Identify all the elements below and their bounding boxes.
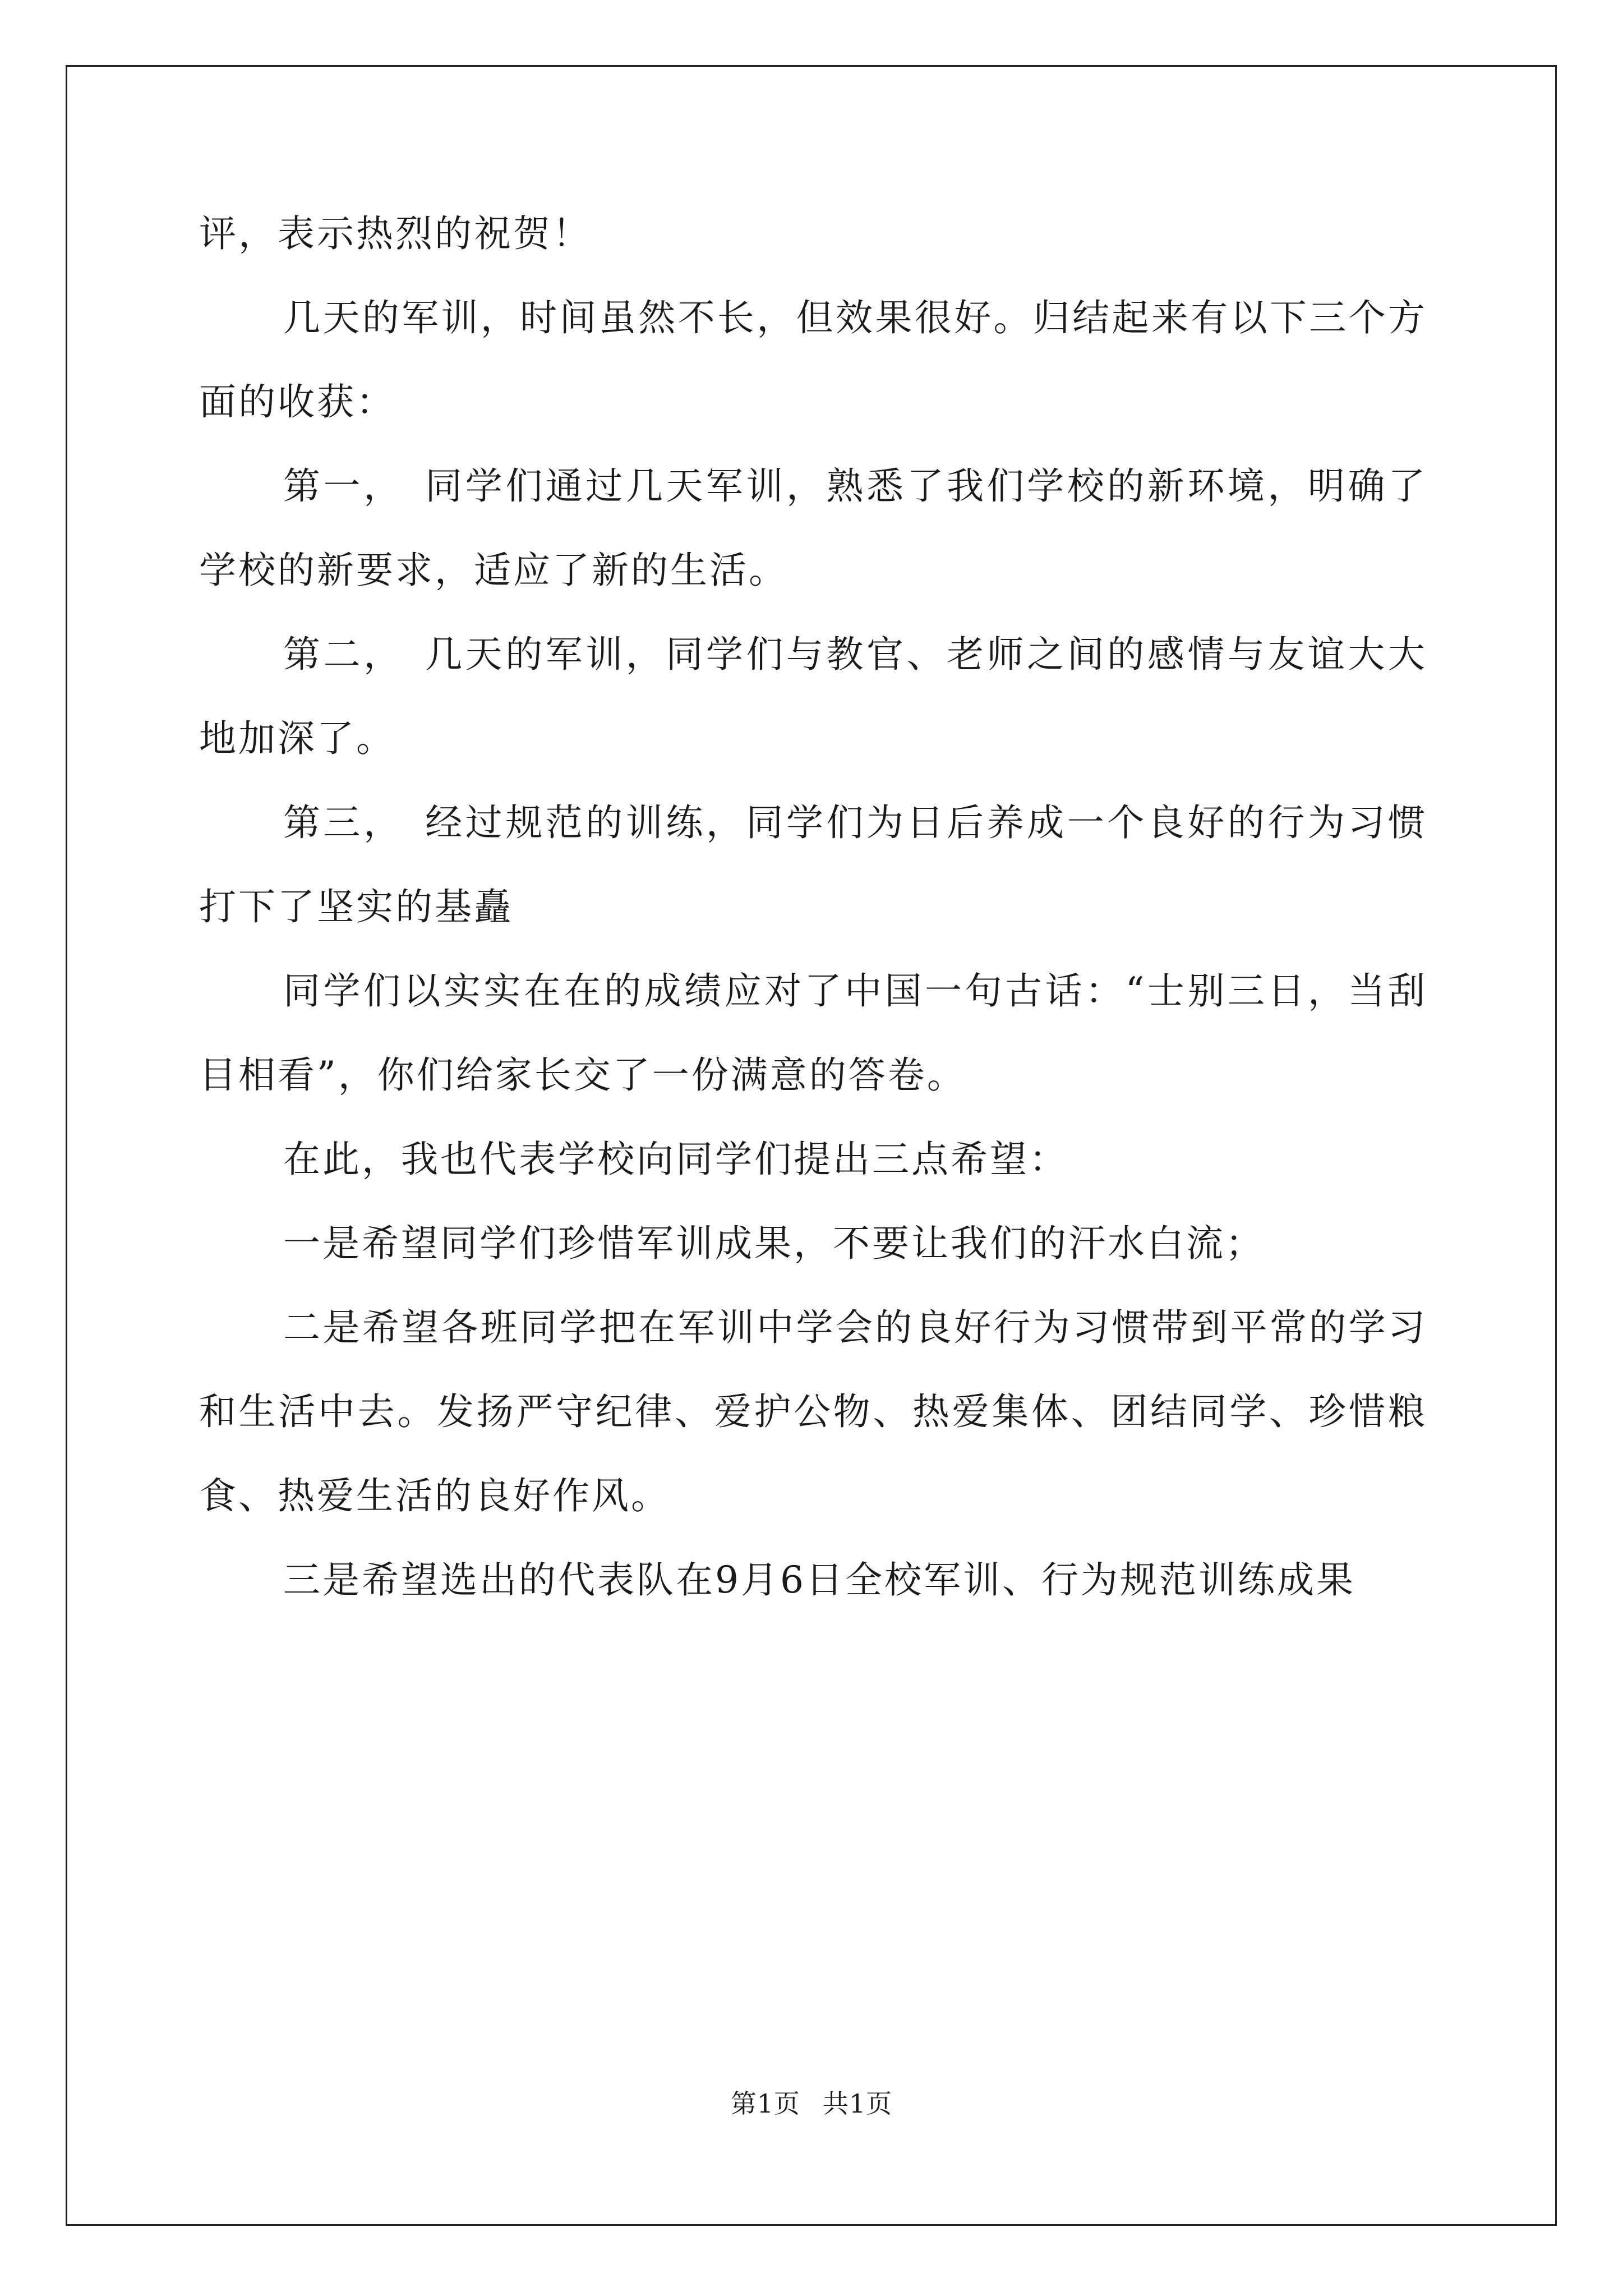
page-footer: [0, 2087, 1623, 2120]
paragraph-10: 三是希望选出的代表队在9月6日全校军训、行为规范训练成果: [283, 1558, 1355, 1602]
page-number: 第1页: [730, 2088, 800, 2119]
paragraph-9: 二是希望各班同学把在军训中学会的良好行为习惯带到平常的学习和生活中去。发扬严守纪律、爱护公物、热爱集体、团结同学、珍惜粮食、热爱生活的良好作风。: [199, 1306, 1427, 1517]
paragraph-4: 第二， 几天的军训，同学们与教官、老师之间的感情与友谊大大地加深了。: [199, 633, 1427, 760]
page-total: 共1页: [823, 2088, 893, 2119]
paragraph-2: 几天的军训，时间虽然不长，但效果很好。归结起来有以下三个方面的收获：: [199, 296, 1427, 424]
paragraph-8: 一是希望同学们珍惜军训成果，不要让我们的汗水白流；: [283, 1222, 1265, 1265]
paragraph-6: 同学们以实实在在的成绩应对了中国一句古话：“士别三日，当刮目相看”，你们给家长交了一份满意的答卷。: [199, 969, 1427, 1097]
paragraph-1: 评，表示热烈的祝贺！: [199, 212, 592, 255]
paragraph-3: 第一， 同学们通过几天军训，熟悉了我们学校的新环境，明确了学校的新要求，适应了新的生活。: [199, 464, 1427, 592]
document-body: [199, 192, 1427, 1622]
paragraph-7: 在此，我也代表学校向同学们提出三点希望：: [283, 1138, 1068, 1181]
paragraph-5: 第三， 经过规范的训练，同学们为日后养成一个良好的行为习惯打下了坚实的基矗: [199, 801, 1427, 928]
